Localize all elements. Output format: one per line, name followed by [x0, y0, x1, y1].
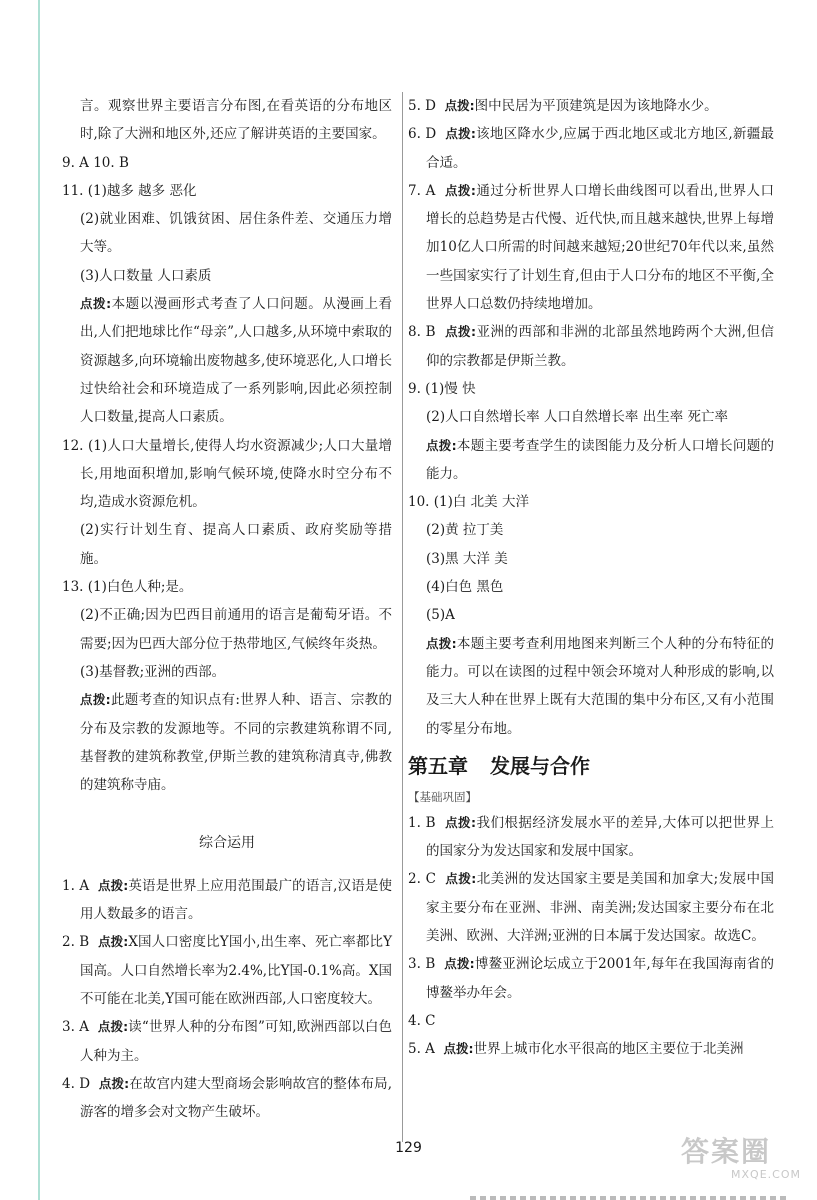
hint-label: 点拨: [444, 956, 475, 972]
answer-z1 [62, 872, 392, 929]
answer-r9-1: 9. (1)慢 快 [408, 380, 476, 397]
hint-label: 点拨: [426, 635, 457, 651]
answer-r10-1: 10. (1)白 北美 大洋 [408, 494, 529, 511]
hint-text: 本题主要考查学生的读图能力及分析人口增长问题的能力。 [426, 437, 775, 482]
hint-label: 点拨: [445, 814, 477, 830]
answer-key: 2. B [62, 934, 90, 951]
answer-13-3: (3)基督教;亚洲的西部。 [80, 663, 226, 680]
hint-text: X国人口密度比Y国小,出生率、死亡率都比Y国高。人口自然增长率为2.4%,比Y国-0.1%高。X国不可能在北美,Y国可能在欧洲西部,人口密度较大。 [80, 934, 393, 1007]
bottom-scan-strip [470, 1196, 790, 1200]
hint-label: 点拨: [97, 877, 129, 893]
answer-r10-5: (5)A [426, 607, 455, 624]
answer-b2 [408, 865, 774, 950]
answer-text: 言。观察世界主要语言分布图,在看英语的分布地区时,除了大洲和地区外,还应了解讲英语的主要国家。 [80, 98, 392, 143]
hint-text: 北美洲的发达国家主要是美国和加拿大;发展中国家主要分布在亚洲、非洲、南美洲;发达国家主要分布在北美洲、欧洲、大洋洲;亚洲的日本属于发达国家。故选C。 [426, 871, 774, 945]
hint-label: 点拨: [443, 1041, 474, 1057]
answer-key: 7. A [408, 182, 436, 199]
hint-text: 世界上城市化水平很高的地区主要位于北美洲 [473, 1041, 744, 1058]
hint-text: 亚洲的西部和非洲的北部虽然地跨两个大洲,但信仰的宗教都是伊斯兰教。 [426, 324, 775, 369]
answer-z4 [62, 1070, 392, 1127]
answer-key: 5. D [408, 98, 436, 114]
hint-text: 博鳌亚洲论坛成立于2001年,每年在我国海南省的博鳌举办年会。 [426, 956, 774, 1001]
answer-b1 [408, 809, 774, 866]
answer-r10-4: (4)白色 黑色 [426, 579, 504, 596]
answer-11-2: (2)就业困难、饥饿贫困、居住条件差、交通压力增大等。 [80, 211, 392, 256]
hint-label: 点拨: [445, 871, 477, 887]
answer-key: 4. D [62, 1075, 91, 1092]
hint-label: 点拨: [97, 1019, 129, 1035]
section-title: 综合运用 [199, 835, 255, 852]
answer-9-10: 9. A 10. B [62, 154, 129, 171]
answer-b3 [408, 950, 774, 1007]
answer-key: 8. B [408, 324, 436, 341]
answer-r6 [408, 120, 774, 177]
hint-text: 英语是世界上应用范围最广的语言,汉语是使用人数最多的语言。 [80, 877, 393, 923]
hint-label: 点拨: [80, 692, 111, 708]
answer-r10-hint [408, 630, 774, 743]
hint-text: 在故宫内建大型商场会影响故宫的整体布局,游客的增多会对文物产生破坏。 [80, 1075, 393, 1121]
hint-label: 点拨: [444, 98, 475, 113]
hint-text: 图中民居为平顶建筑是因为该地降水少。 [474, 98, 718, 114]
answer-key: 1. B [408, 814, 436, 831]
answer-b4: 4. C [408, 1012, 436, 1029]
watermark-logo [651, 1136, 801, 1186]
hint-text: 通过分析世界人口增长曲线图可以看出,世界人口增长的总趋势是古代慢、近代快,而且越来越快,世界上每增加10亿人口所需的时间越来越短;20世纪70年代以来,虽然一些国家实行了计划生育,但由于人口分布的地区不平衡,全世界人口总数仍持续地增加。 [426, 182, 775, 313]
answer-13-hint [62, 686, 392, 799]
hint-text: 我们根据经济发展水平的差异,大体可以把世界上的国家分为发达国家和发展中国家。 [426, 814, 775, 860]
page-number: 129 [395, 1140, 422, 1156]
answer-r10-2: (2)黄 拉丁美 [426, 522, 504, 539]
hint-label: 点拨: [98, 934, 129, 950]
hint-text: 本题主要考查利用地图来判断三个人种的分布特征的能力。可以在读图的过程中领会环境对人种形成的影响,以及三大人种在世界上既有大范围的集中分布区,又有小范围的零星分布地。 [426, 635, 775, 737]
answer-13-2: (2)不正确;因为巴西目前通用的语言是葡萄牙语。不需要;因为巴西大部分位于热带地区,气候终年炎热。 [80, 607, 392, 652]
section-tag: 【基础巩固】 [408, 789, 477, 804]
answer-13-1: 13. (1)白色人种;是。 [62, 579, 193, 596]
answer-key: 6. D [408, 126, 437, 143]
hint-text: 本题以漫画形式考查了人口问题。从漫画上看出,人们把地球比作“母亲”,人口越多,从环境中索取的资源越多,向环境输出废物越多,使环境恶化,人口增长过快给社会和环境造成了一系列影响,因此必须控制人口数量,提高人口素质。 [80, 296, 393, 426]
watermark-text: 答案圈 [680, 1135, 771, 1168]
answer-z2 [62, 928, 392, 1013]
chapter-heading [408, 749, 774, 783]
answer-r9-2: (2)人口自然增长率 人口自然增长率 出生率 死亡率 [426, 409, 728, 426]
answer-r8 [408, 318, 774, 375]
hint-text: 读“世界人种的分布图”可知,欧洲西部以白色人种为主。 [80, 1019, 392, 1064]
answer-r7 [408, 177, 774, 318]
right-column [408, 92, 774, 1064]
chapter-number: 第五章 [408, 753, 468, 778]
hint-label: 点拨: [98, 1075, 130, 1091]
answer-r10-3: (3)黑 大洋 美 [426, 550, 508, 567]
answer-b5 [408, 1035, 774, 1063]
hint-label: 点拨: [426, 437, 457, 453]
left-column [62, 92, 392, 1126]
hint-label: 点拨: [444, 182, 476, 198]
answer-12-2: (2)实行计划生育、提高人口素质、政府奖励等措施。 [80, 522, 392, 567]
answer-11-hint [62, 290, 392, 431]
answer-key: 3. A [62, 1019, 90, 1036]
answer-11-3: (3)人口数量 人口素质 [80, 267, 212, 284]
chapter-title: 发展与合作 [490, 753, 590, 778]
answer-key: 5. A [408, 1041, 435, 1058]
answer-r5 [408, 92, 774, 120]
hint-label: 点拨: [445, 126, 476, 142]
answer-key: 1. A [62, 877, 90, 894]
hint-label: 点拨: [80, 296, 112, 312]
hint-text: 该地区降水少,应属于西北地区或北方地区,新疆最合适。 [426, 126, 774, 171]
answer-r9-hint [408, 432, 774, 489]
answer-12-1: 12. (1)人口大量增长,使得人均水资源减少;人口大量增长,用地面积增加,影响气候环境,使降水时空分布不均,造成水资源危机。 [62, 437, 392, 511]
column-divider [402, 92, 403, 1142]
answer-11-1: 11. (1)越多 越多 恶化 [62, 182, 197, 199]
page-edge-line [38, 0, 40, 1200]
answer-key: 2. C [408, 871, 436, 888]
answer-z3 [62, 1013, 392, 1070]
hint-text: 此题考查的知识点有:世界人种、语言、宗教的分布及宗教的发源地等。不同的宗教建筑称谓不同,基督教的建筑称教堂,伊斯兰教的建筑称清真寺,佛教的建筑称寺庙。 [80, 692, 392, 794]
answer-key: 3. B [408, 956, 436, 973]
watermark-url: MXQE.COM [731, 1168, 801, 1181]
hint-label: 点拨: [445, 324, 477, 340]
